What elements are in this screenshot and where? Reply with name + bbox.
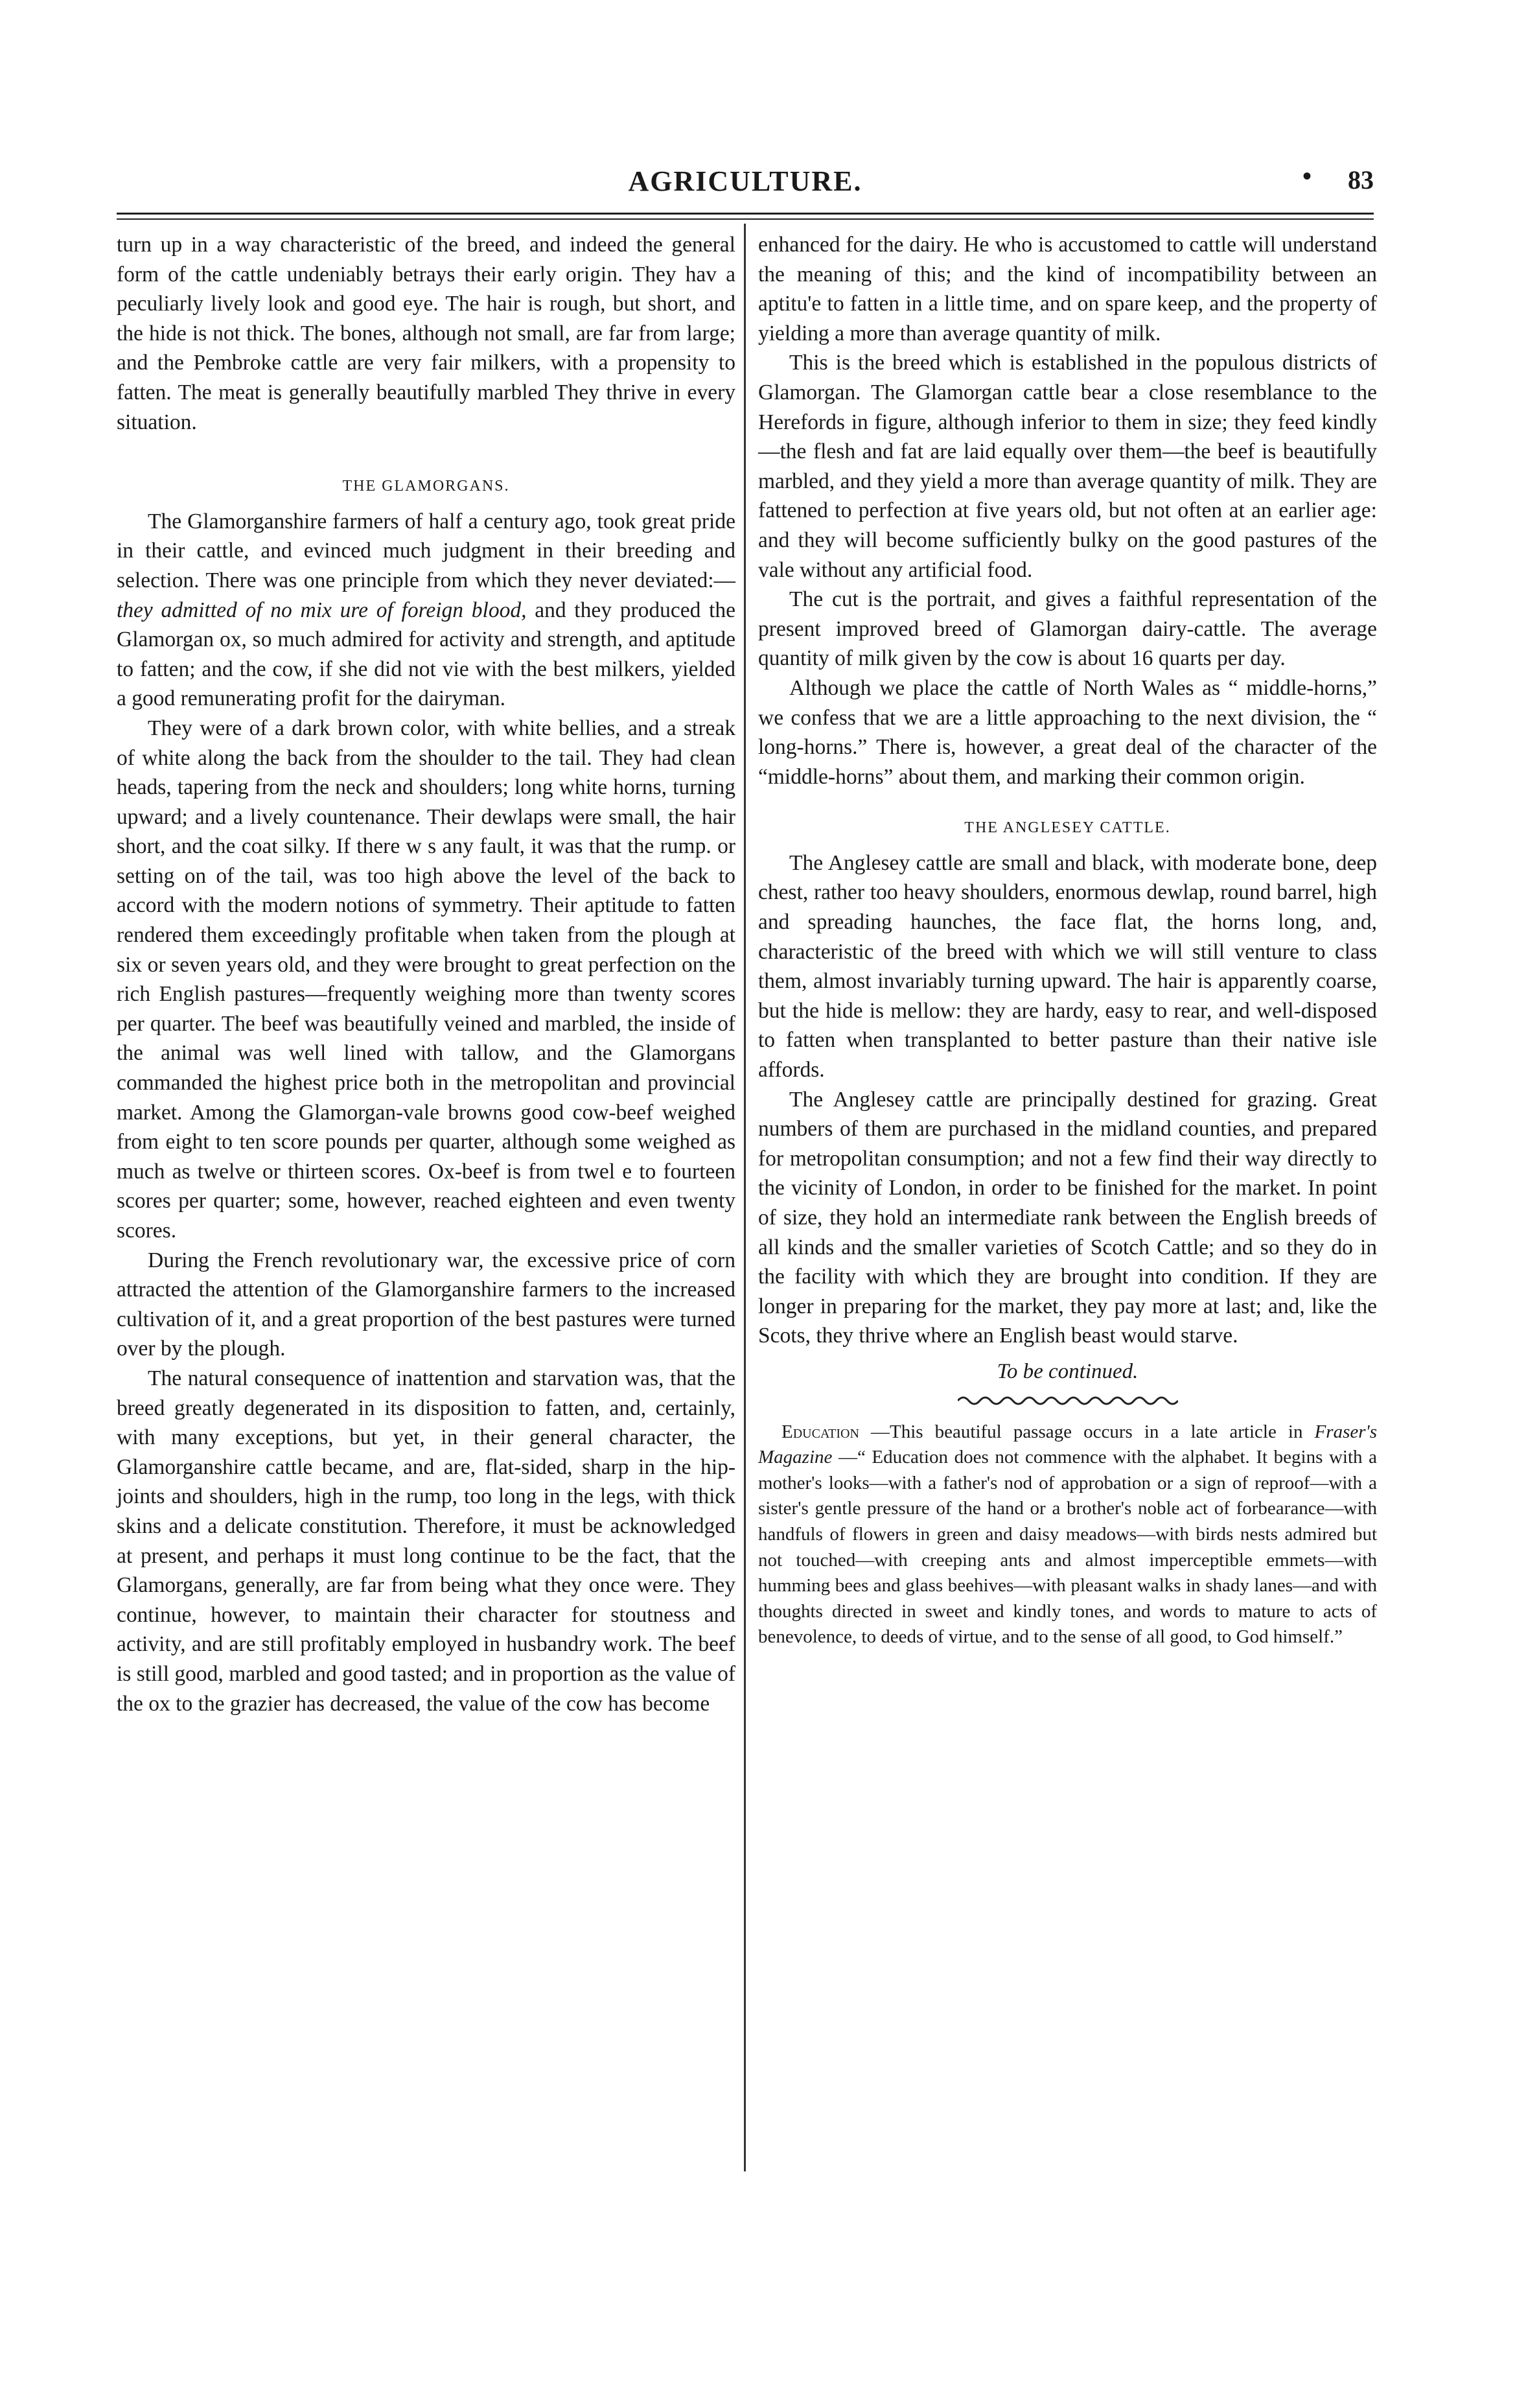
text-run: —“ Education does not commence with the alphabet. It begins with a mother's looks—with a father's nod of approbation or a sign of reproof—with a sister's gentle pressure of the hand or a brother's noble act of forbearance—with handfuls of flowers in green and daisy meadows—with birds nests admired but not touched—with creeping ants and almost imperceptible emmets—with humming bees and glass beehives—with pleasant walks in shady lanes—and with thoughts directed in sweet and kindly tones, and words to mature to acts of benevolence, to deeds of virtue, and to the sense of all good, to God himself.” [758, 1447, 1377, 1648]
header-rule-top [117, 213, 1374, 215]
paragraph: They were of a dark brown color, with white bellies, and a streak of white along the back from the shoulder to the tail. They had clean heads, tapering from the neck and shoulders; long white horns, turning upward; and a lively countenance. Their dewlaps were small, the hair short, and the coat silky. If there w s any fault, it was that the rump. or setting on of the tail, was too high above the level of the back to accord with the modern notions of symmetry. Their aptitude to fatten rendered them exceedingly profitable when taken from the plough at six or seven years old, and they were brought to great perfection on the rich English pastures—frequently weighing more than twenty scores per quarter. The beef was beautifully veined and marbled, the inside of the animal was well lined with tallow, and the Glamorgans commanded the highest price both in the metropolitan and provincial market. Among the Glamorgan-vale browns good cow-beef weighed from eight to ten score pounds per quarter, although some weighed as much as twelve or thirteen scores. Ox-beef is from twel e to fourteen scores per quarter; some, however, reached eighteen and even twenty scores. [117, 716, 735, 1243]
paragraph: The Anglesey cattle are principally destined for grazing. Great numbers of them are purchased in the midland counties, and prepared for metropolitan consumption; and not a few find their way directly to the vicinity of London, in order to be finished for the market. In point of size, they hold an intermediate rank between the English breeds of all kinds and the smaller varieties of Scotch Cattle; and so they do in the facility with which they are brought into condition. If they are longer in preparing for the market, they pay more at last; and, like the Scots, they thrive where an English beast would starve. [758, 1087, 1377, 1348]
page-number: 83 [1348, 165, 1374, 194]
column-divider [744, 224, 746, 2171]
heading-glamorgans: THE GLAMORGANS. [342, 478, 510, 495]
paragraph [117, 507, 735, 714]
paragraph: The cut is the portrait, and gives a faithful representation of the present improved breed of Glamorgan dairy-cattle. The average quantity of milk given by the cow is about 16 quarts per day. [758, 587, 1377, 671]
text-run: —This beautiful passage occurs in a late article in [859, 1421, 1315, 1442]
paragraph [758, 1420, 1377, 1650]
heading-anglesey: THE ANGLESEY CATTLE. [964, 819, 1171, 837]
paragraph: Although we place the cattle of North Wales as “ middle-horns,” we confess that we are a little approaching to the next division, the “ long-horns.” There is, however, a great deal of the character of the “middle-horns” about them, and marking their common origin. [758, 675, 1377, 789]
paragraph: turn up in a way characteristic of the breed, and indeed the general form of the cattle undeniably betrays their early origin. They hav a peculiarly lively look and good eye. The hair is rough, but short, and the hide is not thick. The bones, although not small, are far from large; and the Pembroke cattle are very fair milkers, with a propensity to fatten. The meat is generally beautifully marbled They thrive in every situation. [117, 233, 735, 434]
header-rule-bottom [117, 218, 1374, 220]
running-header [117, 161, 1374, 206]
paragraph: The Anglesey cattle are small and black, with moderate bone, deep chest, rather too heavy shoulders, enormous dewlap, round barrel, high and spreading haunches, the face flat, the horns long, and, characteristic of the breed with which we will still venture to class them, almost invariably turning upward. The hair is apparently coarse, but the hide is mellow: they are hardy, easy to rear, and well-disposed to fatten when transplanted to better pasture than their native isle affords. [758, 850, 1377, 1082]
paragraph: The natural consequence of inattention and starvation was, that the breed greatly degenerated in its disposition to fatten, and, certainly, with many exceptions, but yet, in their general character, the Glamorganshire cattle became, and are, flat-sided, sharp in the hip-joints and shoulders, high in the rump, too long in the legs, with thick skins and a delicate constitution. Therefore, it must be acknowledged at present, and perhaps it must long continue to be the fact, that the Glamorgans, generally, are far from being what they once were. They continue, however, to maintain their character for stoutness and activity, and are still profitably employed in husbandry work. The beef is still good, marbled and good tasted; and in proportion as the value of the ox to the grazier has decreased, the value of the cow has become [117, 1366, 735, 1716]
left-column [117, 230, 735, 1718]
to-be-continued: To be continued. [997, 1359, 1139, 1383]
header-mark: • [1302, 161, 1312, 191]
run-in-heading: Education [781, 1421, 859, 1442]
section-title: AGRICULTURE. [628, 165, 862, 197]
text-run: The Glamorganshire farmers of half a century ago, took great pride in their cattle, and evinced much judgment in their breeding and selection. There was one principle from which they never deviated:— [117, 509, 735, 592]
magazine-title: Fraser's Magazine [758, 1421, 1377, 1468]
text-run: and they produced the Glamorgan ox, so much admired for activity and strength, and aptitude to fatten; and the cow, if she did not vie with the best milkers, yielded a good remunerating profit for the dairyman. [117, 598, 735, 711]
education-note [758, 1420, 1377, 1650]
italic-text: they admitted of no mix ure of foreign blood, [117, 598, 527, 622]
paragraph: During the French revolutionary war, the excessive price of corn attracted the attention of the Glamorganshire farmers to the increased cultivation of it, and a great proportion of the best pastures were turned over by the plough. [117, 1248, 735, 1361]
right-column [758, 230, 1377, 1650]
wavy-rule [958, 1394, 1178, 1408]
paragraph: enhanced for the dairy. He who is accustomed to cattle will understand the meaning of this; and the kind of incompatibility between an aptitu'e to fatten in a little time, and on spare keep, and the property of yielding a more than average quantity of milk. [758, 233, 1377, 345]
paragraph: This is the breed which is established in the populous districts of Glamorgan. The Glamorgan cattle bear a close resemblance to the Herefords in figure, although inferior to them in size; they feed kindly—the flesh and fat are laid equally over them—the beef is beautifully marbled, and they yield a more than average quantity of milk. They are fattened to perfection at five years old, but not often at an earlier age: and they will become sufficiently bulky on the good pastures of the vale without any artificial food. [758, 351, 1377, 582]
